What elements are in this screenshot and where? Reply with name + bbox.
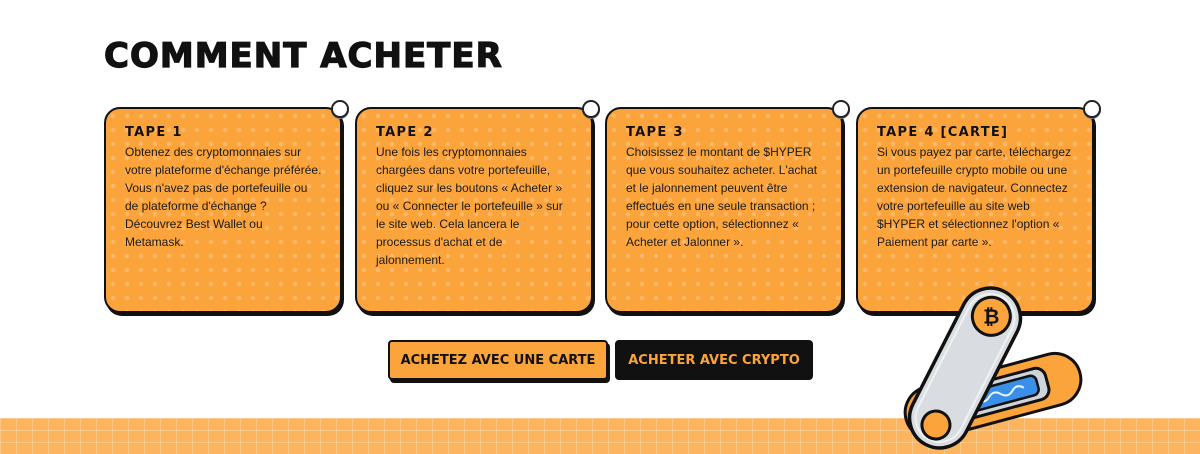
section-title: COMMENT ACHETER: [104, 36, 503, 76]
pin-icon: [832, 100, 850, 118]
pin-icon: [582, 100, 600, 118]
step-title: TAPE 4 [CARTE]: [877, 125, 1009, 140]
step-text: Si vous payez par carte, téléchargez un portefeuille crypto mobile ou une extension de navigateur. Connectez votre portefeuille au site web $HYPER et sélectionnez l'option « Paiement par carte ».: [877, 145, 1072, 249]
svg-text:₿: ₿: [983, 304, 1000, 329]
step-card-2: [355, 107, 593, 313]
step-title: TAPE 2: [376, 125, 434, 140]
step-title: TAPE 1: [125, 125, 183, 140]
pin-icon: [1083, 100, 1101, 118]
buy-with-crypto-button[interactable]: ACHETER AVEC CRYPTO: [615, 340, 813, 380]
step-card-3: [605, 107, 843, 313]
step-title: TAPE 3: [626, 125, 684, 140]
buy-with-card-button[interactable]: ACHETEZ AVEC UNE CARTE: [388, 340, 608, 380]
step-text: Obtenez des cryptomonnaies sur votre plateforme d'échange préférée. Vous n'avez pas de portefeuille ou de plateforme d'échange ? Découvrez Best Wallet ou Metamask.: [125, 145, 322, 249]
pin-icon: [331, 100, 349, 118]
hardware-wallet-icon: [895, 278, 1095, 454]
step-text: Choisissez le montant de $HYPER que vous souhaitez acheter. L'achat et le jalonnement peuvent être effectués en une seule transaction ; pour cette option, sélectionnez « Acheter et Jalonner ».: [626, 145, 818, 249]
step-text: Une fois les cryptomonnaies chargées dans votre portefeuille, cliquez sur les boutons « Acheter » ou « Connecter le portefeuille » sur le site web. Cela lancera le processus d'achat et de jalonnement.: [376, 145, 563, 267]
step-card-1: [104, 107, 342, 313]
